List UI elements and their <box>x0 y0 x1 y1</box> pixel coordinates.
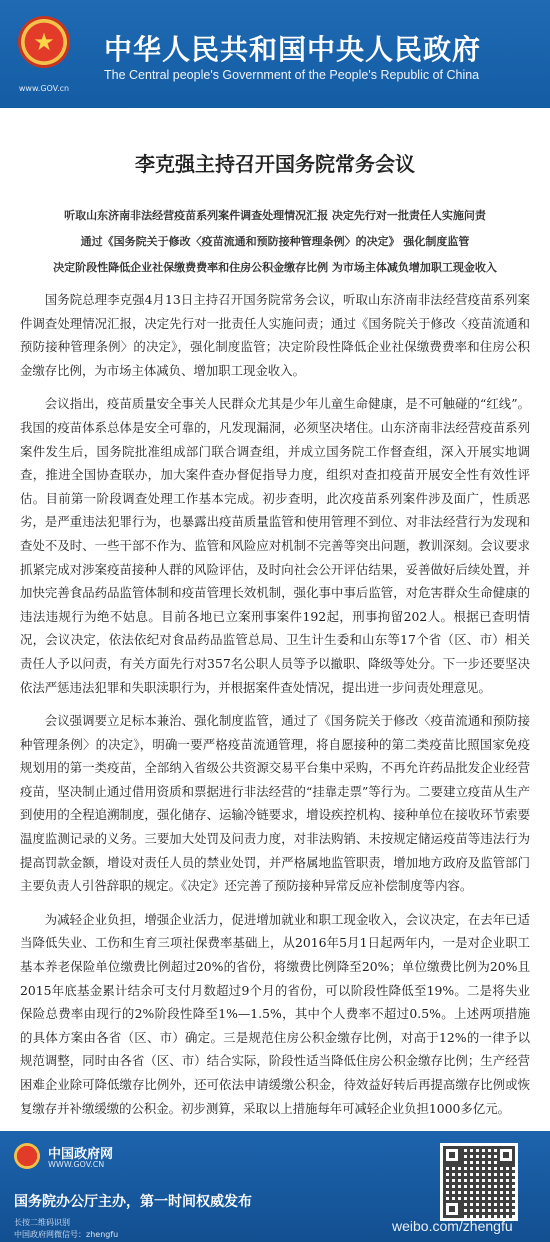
article-subtitles <box>0 203 550 281</box>
article-title: 李克强主持召开国务院常务会议 <box>135 152 415 176</box>
article-paragraph: 为减轻企业负担，增强企业活力，促进增加就业和职工现金收入，会议决定，在去年已适当降低失业、工伤和生育三项社保费率基础上，从2016年5月1日起两年内，一是对企业职工基本养老保险单位缴费比例超过20%的省份，将缴费比例降至20%；单位缴费比例为20%且2015年底基金累计结余可支付月数超过9个月的省份，可以阶段性降低至19%。二是将失业保险总费率由现行的2%阶段性降至1%—1.5%，其中个人费率不超过0.5%。上述两项措施的具体方案由各省（区、市）确定。三是规范住房公积金缴存比例，对高于12%的一律予以规范调整，同时由各省（区、市）结合实际，阶段性适当降低住房公积金缴存比例；生产经营困难企业除可降低缴存比例外，还可依法申请缓缴公积金，待效益好转后再提高缴存比例或恢复缴存并补缴缓缴的公积金。初步测算，采取以上措施每年可减轻企业负担1000多亿元。 <box>20 911 530 1116</box>
qr-finder <box>443 1146 461 1164</box>
site-header <box>0 0 550 108</box>
subtitle-line: 通过《国务院关于修改〈疫苗流通和预防接种管理条例〉的决定》 强化制度监管 <box>80 235 470 248</box>
emblem-icon <box>14 1143 40 1169</box>
qr-code-icon[interactable] <box>440 1143 518 1221</box>
site-title-en: The Central people's Government of the People's Republic of China <box>104 68 480 82</box>
subtitle-line: 听取山东济南非法经营疫苗系列案件调查处理情况汇报 决定先行对一批责任人实施问责 <box>64 209 486 222</box>
header-url[interactable]: www.GOV.cn <box>18 84 70 93</box>
site-title-cn: 中华人民共和国中央人民政府 <box>104 33 482 66</box>
footer-slogan: 国务院办公厅主办，第一时间权威发布 <box>14 1194 252 1210</box>
footer-qr-note: 长按二维码识别 <box>14 1218 70 1227</box>
footer-wechat-id: 中国政府网微信号：zhengfu <box>14 1230 119 1239</box>
article-body <box>20 288 530 1164</box>
footer-site-name: 中国政府网 <box>48 1147 114 1162</box>
article-paragraph: 国务院总理李克强4月13日主持召开国务院常务会议，听取山东济南非法经营疫苗系列案件调查处理情况汇报，决定先行对一批责任人实施问责；通过《国务院关于修改〈疫苗流通和预防接种管理条例〉的决定》，强化制度监管；决定阶段性降低企业社保缴费费率和住房公积金缴存比例，为市场主体减负、增加职工现金收入。 <box>20 292 530 378</box>
article-paragraph: 会议强调要立足标本兼治、强化制度监管，通过了《国务院关于修改〈疫苗流通和预防接种管理条例〉的决定》，明确一要严格疫苗流通管理，将自愿接种的第二类疫苗比照国家免疫规划用的第一类疫苗，全部纳入省级公共资源交易平台集中采购，不再允许药品批发企业经营疫苗，坚决制止通过借用资质和票据进行非法经营的“挂靠走票”等行为。二要建立疫苗从生产到使用的全程追溯制度，强化储存、运输冷链要求，增设疾控机构、接种单位在接收环节索要温度监测记录的义务。三要加大处罚及问责力度，对非法购销、未按规定储运疫苗等违法行为提高罚款金额，增设对责任人员的禁业处罚，并严格属地监管职责，增加地方政府及监管部门主要负责人引咎辞职的规定。《决定》还完善了预防接种异常反应补偿制度等内容。 <box>20 713 530 894</box>
article-container <box>0 108 550 281</box>
qr-finder <box>443 1200 461 1218</box>
qr-pattern <box>443 1146 515 1218</box>
weibo-watermark: weibo.com/zhengfu <box>392 1218 513 1234</box>
star-icon: ★ <box>33 28 55 56</box>
footer-site-url[interactable]: WWW.GOV.CN <box>48 1160 105 1169</box>
qr-finder <box>497 1146 515 1164</box>
subtitle-line: 决定阶段性降低企业社保缴费费率和住房公积金缴存比例 为市场主体减负增加职工现金收入 <box>53 261 497 274</box>
article-paragraph: 会议指出，疫苗质量安全事关人民群众尤其是少年儿童生命健康，是不可触碰的“红线”。我国的疫苗体系总体是安全可靠的，凡发现漏洞，必须坚决堵住。山东济南非法经营疫苗系列案件发生后，国务院批准组成部门联合调查组，并成立国务院工作督查组，深入开展实地调查，推进全国协查联办，加大案件查办督促指导力度，组织对查扣疫苗开展安全性有效性评估。目前第一阶段调查处理工作基本完成。初步查明，此次疫苗系列案件涉及面广，性质恶劣，是严重违法犯罪行为，也暴露出疫苗质量监管和使用管理不到位、对非法经营行为发现和查处不及时、一些干部不作为、监管和风险应对机制不完善等突出问题，教训深刻。会议要求抓紧完成对涉案疫苗接种人群的风险评估，及时向社会公开评估结果，妥善做好后续处置，并加快完善食品药品监管体制和疫苗管理长效机制，强化事中事后监管，对危害群众生命健康的违法违规行为绝不姑息。目前各地已立案刑事案件192起，刑事拘留202人。根据已查明情况，会议决定，依法依纪对食品药品监管总局、卫生计生委和山东等17个省（区、市）相关责任人予以问责，有关方面先行对357名公职人员等予以撤职、降级等处分。下一步还要坚决依法严惩违法犯罪和失职渎职行为，并根据案件查处情况，提出进一步问责处理意见。 <box>20 396 530 695</box>
